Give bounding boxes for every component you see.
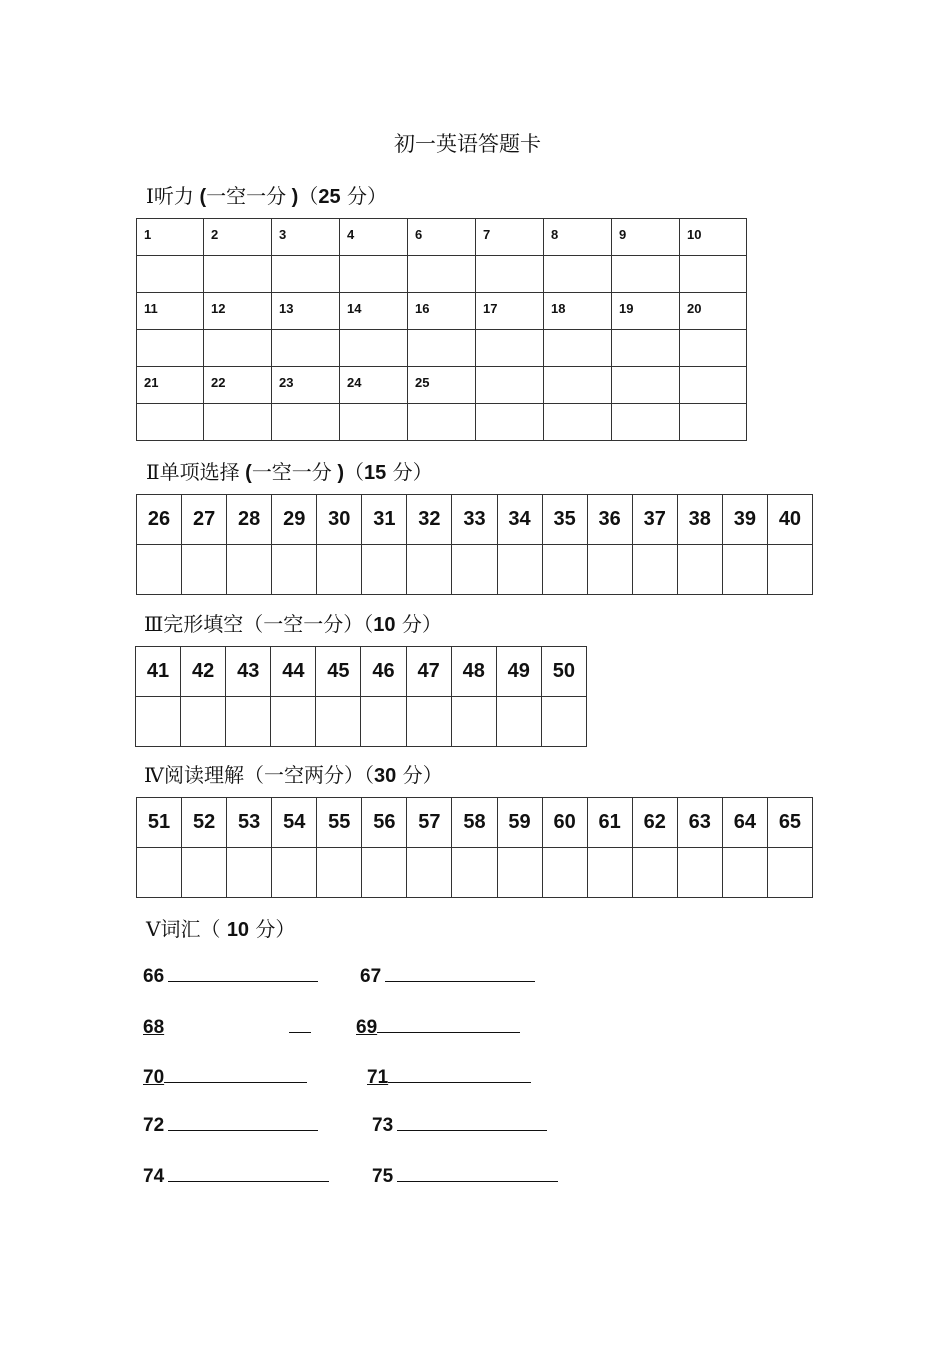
question-number: 61	[587, 798, 632, 848]
answer-cell[interactable]	[497, 545, 542, 595]
section-5-score: 10	[226, 919, 250, 941]
question-number: 59	[497, 798, 542, 848]
question-number-cell	[272, 219, 340, 256]
answer-cell[interactable]	[680, 404, 747, 441]
question-number-cell	[476, 293, 544, 330]
section-2-name: 单项选择	[159, 460, 240, 484]
section-2-rule-open: (	[239, 462, 252, 484]
question-number-cell	[408, 367, 476, 404]
section-1-name: 听力	[153, 184, 194, 208]
question-number: 13	[279, 301, 294, 316]
section-1-rule-open: (	[193, 186, 207, 208]
section-2-score: 15	[364, 462, 387, 484]
answer-cell[interactable]	[137, 545, 182, 595]
question-number: 60	[542, 798, 587, 848]
question-number-cell	[204, 219, 272, 256]
page-title: 初一英语答题卡	[394, 132, 541, 156]
section-3-score: 10	[373, 614, 396, 636]
answer-cell[interactable]	[227, 545, 272, 595]
answer-cell[interactable]	[204, 330, 272, 367]
section-4-heading	[144, 759, 443, 788]
answer-line[interactable]	[397, 1165, 558, 1182]
question-number-cell	[544, 293, 612, 330]
section-3-score-open: （	[363, 612, 374, 636]
answer-cell[interactable]	[272, 545, 317, 595]
question-number-cell	[272, 367, 340, 404]
answer-line[interactable]	[164, 1066, 307, 1083]
question-number: 34	[497, 495, 542, 545]
question-number: 57	[407, 798, 452, 848]
answer-line[interactable]	[377, 1016, 520, 1033]
vocab-number: 66	[143, 966, 165, 987]
vocab-number: 67	[360, 966, 382, 987]
answer-cell[interactable]	[408, 256, 476, 293]
answer-cell[interactable]	[316, 697, 361, 747]
listening-answer-table	[136, 218, 747, 441]
section-1-score: 25	[318, 186, 341, 208]
question-number: 47	[406, 647, 451, 697]
answer-cell[interactable]	[408, 404, 476, 441]
answer-cell[interactable]	[587, 848, 632, 898]
question-number-cell	[612, 367, 680, 404]
answer-cell[interactable]	[272, 256, 340, 293]
answer-cell[interactable]	[272, 848, 317, 898]
question-number: 1	[144, 227, 152, 242]
question-number: 3	[279, 227, 287, 242]
question-number: 63	[677, 798, 722, 848]
question-number-cell	[680, 367, 747, 404]
answer-line[interactable]	[388, 1066, 531, 1083]
answer-cell[interactable]	[271, 697, 316, 747]
question-number: 52	[182, 798, 227, 848]
section-4-score-unit: 分）	[396, 763, 443, 787]
question-number: 44	[271, 647, 316, 697]
answer-cell[interactable]	[137, 330, 204, 367]
question-number: 41	[136, 647, 181, 697]
question-number: 64	[722, 798, 767, 848]
section-1-rule-close: )	[286, 186, 299, 208]
vocab-item-67[interactable]	[360, 965, 535, 988]
answer-cell[interactable]	[272, 330, 340, 367]
question-number-cell	[137, 367, 204, 404]
question-number: 20	[687, 301, 702, 316]
answer-cell[interactable]	[476, 330, 544, 367]
question-number-cell	[204, 293, 272, 330]
question-number: 25	[415, 375, 430, 390]
section-1-heading	[146, 180, 387, 209]
section-2-score-open: （	[344, 460, 365, 484]
question-number: 22	[211, 375, 226, 390]
section-5-score-unit: 分）	[249, 917, 296, 941]
section-5-heading	[146, 913, 295, 942]
vocab-number: 68	[143, 1017, 165, 1038]
section-2-score-unit: 分）	[386, 460, 433, 484]
question-number: 32	[407, 495, 452, 545]
answer-cell[interactable]	[137, 256, 204, 293]
question-number-cell	[476, 219, 544, 256]
question-number: 17	[483, 301, 498, 316]
question-number-cell	[340, 219, 408, 256]
answer-cell[interactable]	[340, 330, 408, 367]
question-number: 58	[452, 798, 497, 848]
question-number-row	[137, 495, 813, 545]
question-number: 12	[211, 301, 226, 316]
question-number: 65	[767, 798, 812, 848]
question-number: 19	[619, 301, 634, 316]
question-number-cell	[612, 293, 680, 330]
answer-cell[interactable]	[137, 848, 182, 898]
question-number: 6	[415, 227, 423, 242]
answer-line[interactable]	[385, 965, 535, 982]
question-number: 18	[551, 301, 566, 316]
question-number: 49	[496, 647, 541, 697]
vocab-item-69[interactable]	[356, 1016, 520, 1039]
question-number: 36	[587, 495, 632, 545]
question-number: 48	[451, 647, 496, 697]
section-4-roman: Ⅳ	[144, 763, 164, 787]
vocab-item-74[interactable]	[143, 1165, 329, 1188]
vocab-item-73[interactable]	[372, 1114, 547, 1137]
answer-cell[interactable]	[476, 256, 544, 293]
vocab-number: 70	[143, 1067, 165, 1088]
question-number: 11	[144, 301, 158, 316]
answer-cell[interactable]	[544, 256, 612, 293]
question-number: 62	[632, 798, 677, 848]
section-4-name: 阅读理解（一空两分）	[163, 763, 364, 787]
question-number: 35	[542, 495, 587, 545]
answer-cell[interactable]	[406, 697, 451, 747]
answer-cell[interactable]	[612, 330, 680, 367]
cloze-answer-table	[135, 646, 587, 747]
answer-line[interactable]	[168, 1114, 318, 1131]
answer-cell[interactable]	[612, 256, 680, 293]
question-number-row	[137, 219, 747, 256]
section-2-rule: 一空一分	[251, 460, 332, 484]
question-number-cell	[680, 219, 747, 256]
answer-cell[interactable]	[542, 848, 587, 898]
answer-cell[interactable]	[340, 404, 408, 441]
question-number: 43	[226, 647, 271, 697]
question-number-cell	[544, 219, 612, 256]
question-number-row	[137, 798, 813, 848]
answer-row	[137, 330, 747, 367]
answer-line[interactable]	[397, 1114, 547, 1131]
question-number: 9	[619, 227, 627, 242]
question-number-cell	[204, 367, 272, 404]
question-number: 53	[227, 798, 272, 848]
question-number: 31	[362, 495, 407, 545]
question-number	[612, 367, 679, 375]
answer-cell[interactable]	[587, 545, 632, 595]
answer-cell[interactable]	[722, 848, 767, 898]
question-number-cell	[137, 219, 204, 256]
answer-cell[interactable]	[272, 404, 340, 441]
question-number: 14	[347, 301, 362, 316]
vocab-number: 69	[356, 1017, 378, 1038]
question-number: 38	[677, 495, 722, 545]
answer-cell[interactable]	[227, 848, 272, 898]
answer-cell[interactable]	[677, 848, 722, 898]
section-2-heading	[146, 456, 433, 485]
question-number: 30	[317, 495, 362, 545]
section-1-rule: 一空一分	[206, 184, 287, 208]
vocab-number: 75	[372, 1166, 394, 1187]
question-number-cell	[272, 293, 340, 330]
answer-cell[interactable]	[451, 697, 496, 747]
question-number: 7	[483, 227, 491, 242]
question-number-cell	[137, 293, 204, 330]
answer-cell[interactable]	[452, 848, 497, 898]
section-4-score-open: （	[363, 763, 374, 787]
question-number: 28	[227, 495, 272, 545]
answer-cell[interactable]	[767, 545, 812, 595]
question-number	[476, 367, 543, 375]
answer-cell[interactable]	[226, 697, 271, 747]
question-number: 29	[272, 495, 317, 545]
answer-row	[137, 545, 813, 595]
section-1-score-unit: 分）	[340, 184, 387, 208]
answer-row	[137, 404, 747, 441]
section-3-roman: Ⅲ	[144, 612, 164, 636]
vocab-number: 71	[367, 1067, 389, 1088]
answer-row	[137, 848, 813, 898]
section-3-score-unit: 分）	[395, 612, 442, 636]
answer-line[interactable]	[168, 1165, 329, 1182]
answer-cell[interactable]	[137, 404, 204, 441]
answer-cell[interactable]	[767, 848, 812, 898]
section-2-roman: Ⅱ	[146, 460, 160, 484]
question-number: 54	[272, 798, 317, 848]
answer-cell[interactable]	[340, 256, 408, 293]
section-5-roman: Ⅴ	[146, 917, 161, 941]
question-number: 16	[415, 301, 430, 316]
question-number-cell	[612, 219, 680, 256]
vocab-item-68[interactable]	[143, 1016, 311, 1039]
answer-cell[interactable]	[452, 545, 497, 595]
vocab-number: 73	[372, 1115, 394, 1136]
answer-cell[interactable]	[408, 330, 476, 367]
section-4-score: 30	[373, 765, 397, 787]
answer-cell[interactable]	[317, 545, 362, 595]
vocab-item-66[interactable]	[143, 965, 318, 988]
question-number	[680, 367, 746, 375]
section-1-roman: Ⅰ	[146, 184, 154, 208]
answer-cell[interactable]	[362, 848, 407, 898]
question-number: 27	[182, 495, 227, 545]
single-choice-answer-table	[136, 494, 813, 595]
answer-cell[interactable]	[632, 545, 677, 595]
vocab-number: 74	[143, 1166, 165, 1187]
question-number: 33	[452, 495, 497, 545]
question-number: 23	[279, 375, 294, 390]
answer-cell[interactable]	[362, 545, 407, 595]
question-number-cell	[340, 367, 408, 404]
answer-cell[interactable]	[204, 256, 272, 293]
vocab-item-70[interactable]	[143, 1066, 307, 1089]
answer-cell[interactable]	[407, 848, 452, 898]
question-number-row	[136, 647, 587, 697]
answer-cell[interactable]	[182, 545, 227, 595]
question-number: 55	[317, 798, 362, 848]
question-number: 8	[551, 227, 559, 242]
question-number-row	[137, 293, 747, 330]
question-number-row	[137, 367, 747, 404]
question-number: 46	[361, 647, 406, 697]
vocab-number: 72	[143, 1115, 165, 1136]
answer-cell[interactable]	[204, 404, 272, 441]
answer-cell[interactable]	[496, 697, 541, 747]
question-number: 21	[144, 375, 159, 390]
question-number: 26	[137, 495, 182, 545]
answer-line[interactable]	[168, 965, 318, 982]
question-number: 39	[722, 495, 767, 545]
question-number: 4	[347, 227, 355, 242]
answer-cell[interactable]	[612, 404, 680, 441]
vocab-item-75[interactable]	[372, 1165, 558, 1188]
question-number: 2	[211, 227, 219, 242]
answer-cell[interactable]	[182, 848, 227, 898]
question-number	[544, 367, 611, 375]
vocab-item-72[interactable]	[143, 1114, 318, 1137]
answer-cell[interactable]	[361, 697, 406, 747]
question-number-cell	[408, 219, 476, 256]
question-number: 56	[362, 798, 407, 848]
question-number-cell	[408, 293, 476, 330]
question-number-cell	[544, 367, 612, 404]
answer-cell[interactable]	[542, 545, 587, 595]
question-number: 51	[137, 798, 182, 848]
question-number: 24	[347, 375, 362, 390]
reading-answer-table	[136, 797, 813, 898]
answer-cell[interactable]	[680, 330, 747, 367]
answer-cell[interactable]	[632, 848, 677, 898]
question-number: 45	[316, 647, 361, 697]
section-2-rule-close: )	[331, 462, 345, 484]
answer-cell[interactable]	[722, 545, 767, 595]
question-number: 37	[632, 495, 677, 545]
section-5-name: 词汇（	[160, 917, 227, 941]
answer-cell[interactable]	[680, 256, 747, 293]
answer-cell[interactable]	[544, 330, 612, 367]
answer-cell[interactable]	[136, 697, 181, 747]
answer-cell[interactable]	[497, 848, 542, 898]
answer-cell[interactable]	[677, 545, 722, 595]
question-number: 40	[767, 495, 812, 545]
question-number: 10	[687, 227, 702, 242]
answer-row	[137, 256, 747, 293]
section-3-heading	[144, 608, 442, 637]
vocab-item-71[interactable]	[367, 1066, 531, 1089]
question-number: 42	[181, 647, 226, 697]
answer-row	[136, 697, 587, 747]
answer-cell[interactable]	[317, 848, 362, 898]
question-number-cell	[680, 293, 747, 330]
answer-line[interactable]	[289, 1016, 311, 1033]
section-3-name: 完形填空（一空一分）	[163, 612, 364, 636]
section-1-score-open: （	[298, 184, 319, 208]
question-number-cell	[340, 293, 408, 330]
answer-cell[interactable]	[544, 404, 612, 441]
answer-cell[interactable]	[541, 697, 586, 747]
answer-cell[interactable]	[181, 697, 226, 747]
question-number-cell	[476, 367, 544, 404]
question-number: 50	[541, 647, 586, 697]
answer-cell[interactable]	[407, 545, 452, 595]
answer-cell[interactable]	[476, 404, 544, 441]
